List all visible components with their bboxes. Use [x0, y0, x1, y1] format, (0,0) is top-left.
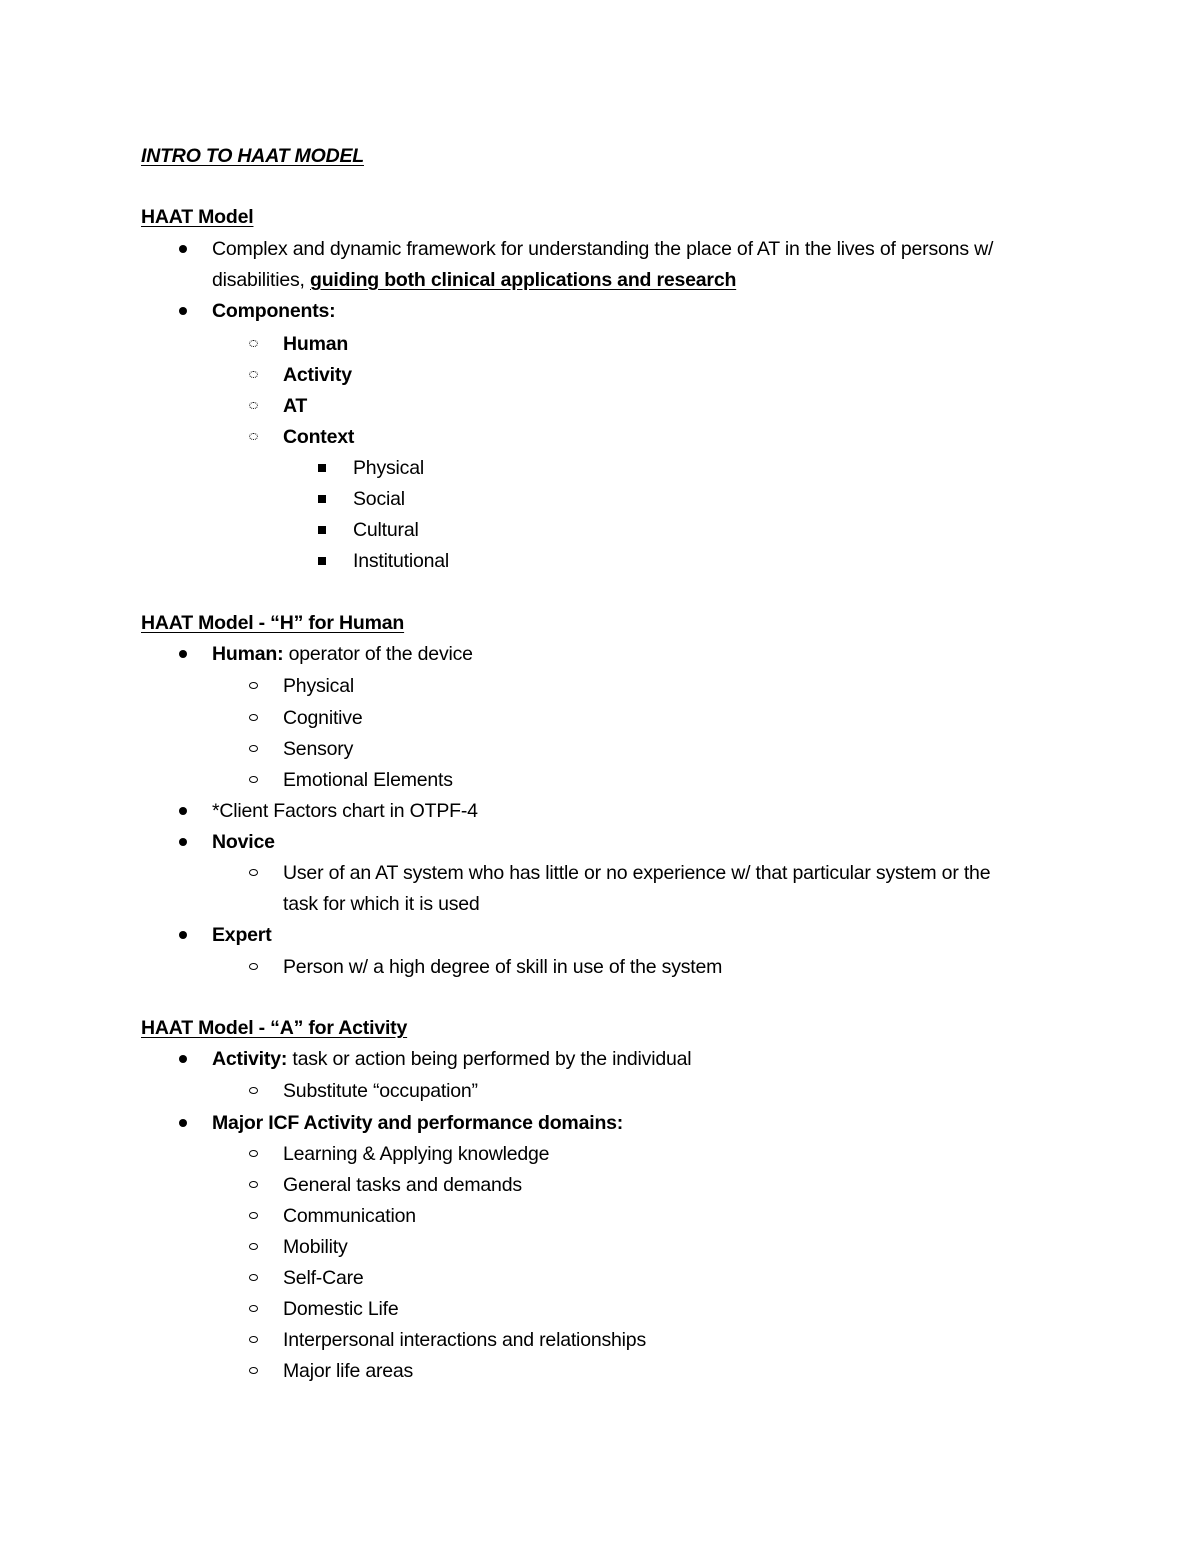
- bullet-ring-icon: [249, 869, 258, 876]
- context-cultural: Cultural: [353, 519, 419, 541]
- bullet-disc-icon: [179, 1055, 187, 1063]
- client-factors-note: *Client Factors chart in OTPF-4: [212, 800, 478, 822]
- bullet-disc-icon: [179, 807, 187, 815]
- component-activity: Activity: [283, 364, 352, 386]
- activity-definition: [212, 1046, 691, 1072]
- human-sensory: Sensory: [283, 738, 354, 760]
- domain-item: Communication: [283, 1205, 416, 1227]
- bullet-ring-icon: [249, 745, 258, 752]
- bullet-disc-icon: [179, 245, 187, 253]
- bullet-square-icon: [318, 464, 326, 472]
- bullet-ring-icon: [249, 1243, 258, 1250]
- bullet-ring-icon: [249, 1087, 258, 1094]
- expert-definition: Person w/ a high degree of skill in use of the system: [283, 956, 723, 978]
- framework-text-emphasis: guiding both clinical applications and research: [310, 269, 737, 291]
- components-label: Components:: [212, 300, 336, 322]
- bullet-ring-icon: [249, 371, 258, 378]
- activity-label: Activity:: [212, 1048, 288, 1070]
- domain-item: Learning & Applying knowledge: [283, 1143, 550, 1165]
- document-title: INTRO TO HAAT MODEL: [141, 145, 364, 167]
- bullet-ring-icon: [249, 433, 258, 440]
- human-label: Human:: [212, 643, 284, 665]
- bullet-ring-icon: [249, 1305, 258, 1312]
- context-institutional: Institutional: [353, 550, 450, 572]
- bullet-disc-icon: [179, 1119, 187, 1127]
- human-text: operator of the device: [283, 643, 473, 665]
- human-definition: [212, 641, 473, 667]
- substitute-occupation: Substitute “occupation”: [283, 1080, 478, 1102]
- bullet-disc-icon: [179, 307, 187, 315]
- framework-text-plain: disabilities,: [212, 269, 310, 291]
- bullet-ring-icon: [249, 1367, 258, 1374]
- bullet-disc-icon: [179, 650, 187, 658]
- bullet-ring-icon: [249, 776, 258, 783]
- bullet-ring-icon: [249, 1181, 258, 1188]
- bullet-disc-icon: [179, 931, 187, 939]
- domain-item: Self-Care: [283, 1267, 364, 1289]
- human-emotional: Emotional Elements: [283, 769, 453, 791]
- bullet-ring-icon: [249, 1274, 258, 1281]
- domain-item: Major life areas: [283, 1360, 414, 1382]
- domain-item: Domestic Life: [283, 1298, 399, 1320]
- context-social: Social: [353, 488, 405, 510]
- context-physical: Physical: [353, 457, 425, 479]
- component-at: AT: [283, 395, 308, 417]
- novice-definition-line-2: task for which it is used: [283, 893, 480, 915]
- section-heading-activity: HAAT Model - “A” for Activity: [141, 1017, 408, 1039]
- icf-domains-label: Major ICF Activity and performance domains:: [212, 1112, 624, 1134]
- bullet-ring-icon: [249, 1336, 258, 1343]
- novice-definition-line-1: User of an AT system who has little or no experience w/ that particular system or the: [283, 862, 991, 884]
- section-heading-human: HAAT Model - “H” for Human: [141, 612, 405, 634]
- bullet-ring-icon: [249, 714, 258, 721]
- bullet-square-icon: [318, 495, 326, 503]
- bullet-ring-icon: [249, 340, 258, 347]
- activity-text: task or action being performed by the individual: [287, 1048, 692, 1070]
- novice-label: Novice: [212, 831, 275, 853]
- framework-text-line-1: Complex and dynamic framework for understanding the place of AT in the lives of persons w/: [212, 238, 994, 260]
- domain-item: Interpersonal interactions and relationships: [283, 1329, 647, 1351]
- bullet-square-icon: [318, 526, 326, 534]
- bullet-ring-icon: [249, 963, 258, 970]
- bullet-square-icon: [318, 557, 326, 565]
- domain-item: Mobility: [283, 1236, 348, 1258]
- human-physical: Physical: [283, 675, 355, 697]
- section-heading-haat-model: HAAT Model: [141, 206, 254, 228]
- component-human: Human: [283, 333, 349, 355]
- bullet-ring-icon: [249, 402, 258, 409]
- human-cognitive: Cognitive: [283, 707, 363, 729]
- bullet-ring-icon: [249, 1150, 258, 1157]
- component-context: Context: [283, 426, 355, 448]
- expert-label: Expert: [212, 924, 272, 946]
- bullet-ring-icon: [249, 1212, 258, 1219]
- domain-item: General tasks and demands: [283, 1174, 522, 1196]
- bullet-ring-icon: [249, 682, 258, 689]
- framework-text-line-2: [212, 267, 736, 293]
- bullet-disc-icon: [179, 838, 187, 846]
